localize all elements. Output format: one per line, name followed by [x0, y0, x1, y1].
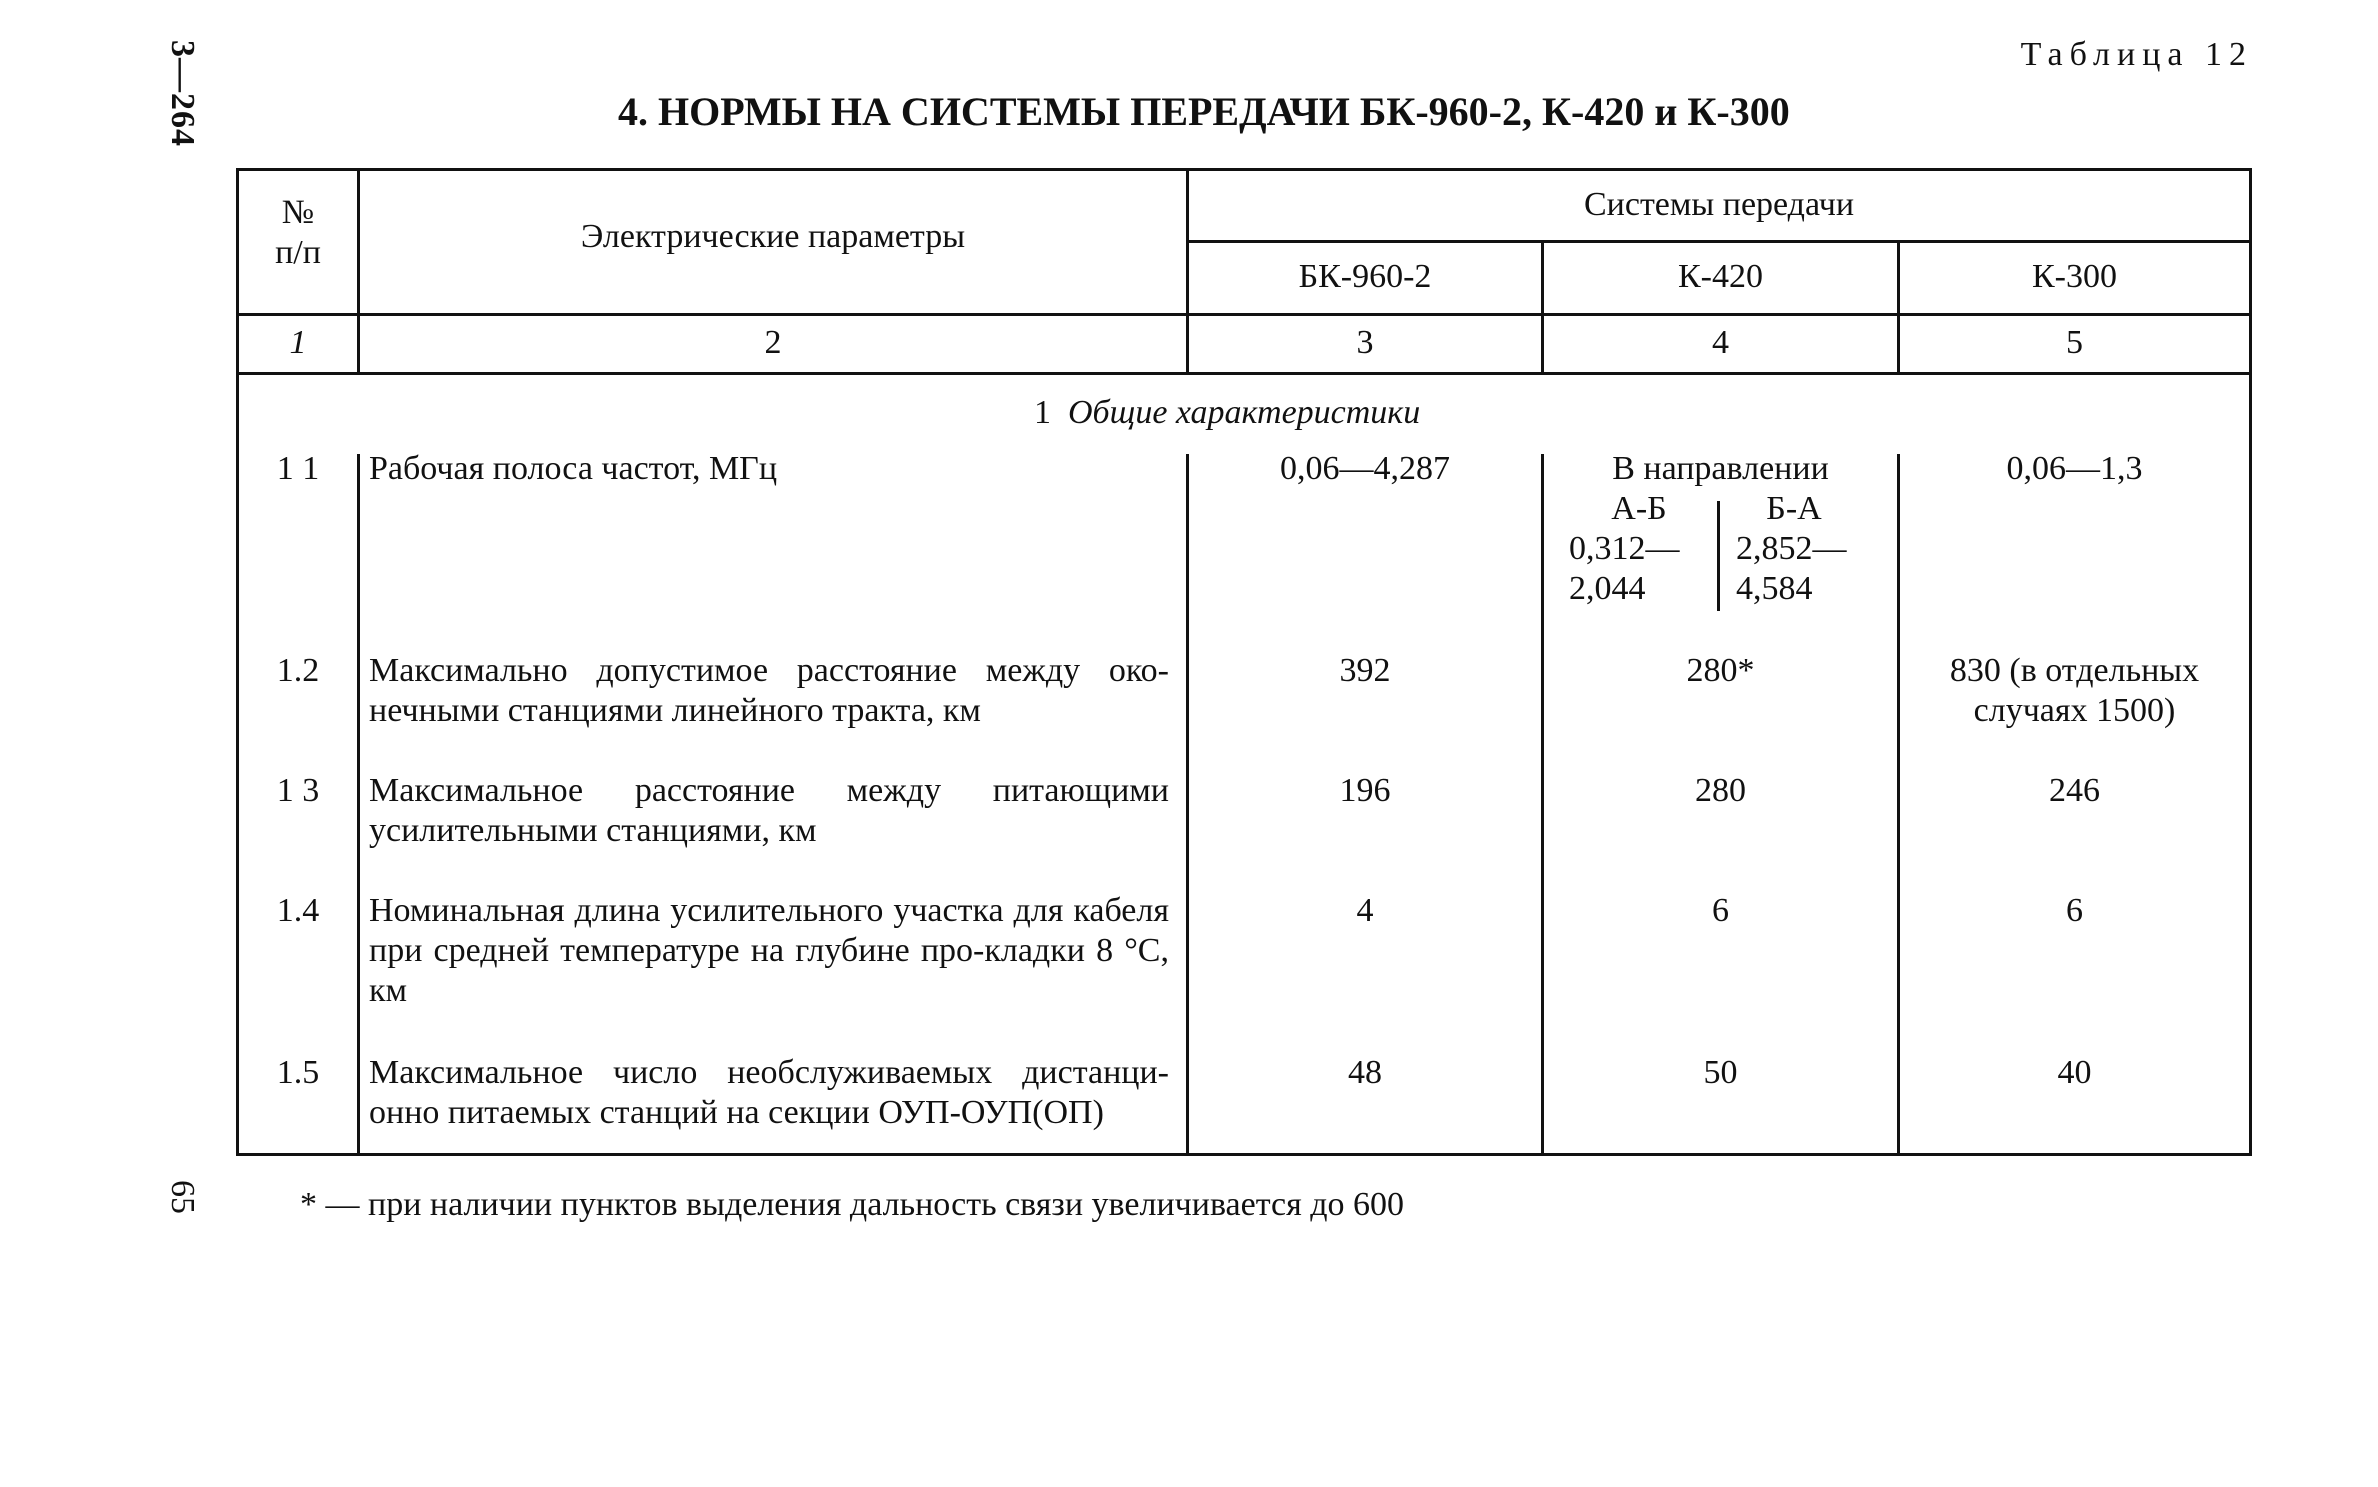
row-3-param: Максимальное расстояние между питающими усилительными станциями, км	[369, 772, 1169, 849]
row-1-k300: 0,06—1,3	[2006, 450, 2143, 487]
col-number-3: 3	[1356, 324, 1374, 361]
row-1-k420-divider	[1717, 501, 1720, 611]
row-2-num: 1.2	[276, 652, 320, 689]
row-4-param: Номинальная длина усилительного участка для кабеля при средней температуре на глубине про-кладки 8 °С, км	[369, 892, 1169, 1009]
col-number-1: 1	[289, 324, 307, 361]
row-5-k420: 50	[1703, 1054, 1738, 1091]
row-1-k420-heading: В направлении	[1612, 450, 1829, 487]
document-code: 3—264	[164, 40, 201, 147]
row-3-num: 1 3	[276, 772, 320, 809]
footnote: * — при наличии пунктов выделения дальность связи увеличивается до 600	[300, 1186, 1405, 1223]
header-systems: Системы передачи	[1583, 186, 1855, 223]
row-3-bk960: 196	[1339, 772, 1391, 809]
table-label: Таблица 12	[2020, 36, 2253, 73]
row-2-k420: 280*	[1686, 652, 1755, 689]
row-1-param: Рабочая полоса частот, МГц	[369, 450, 778, 487]
row-5-bk960: 48	[1348, 1054, 1382, 1091]
section-number: 1	[1034, 394, 1051, 431]
row-3-k300: 246	[2049, 772, 2100, 809]
row-1-bk960: 0,06—4,287	[1280, 450, 1450, 487]
row-1-k420-ba-value: 2,852— 4,584	[1736, 530, 1847, 607]
row-2-param: Максимально допустимое расстояние между око-нечными станциями линейного тракта, км	[369, 652, 1169, 729]
row-4-num: 1.4	[276, 892, 320, 929]
header-num: № п/п	[275, 194, 321, 271]
row-4-bk960: 4	[1356, 892, 1374, 929]
row-5-k300: 40	[2057, 1054, 2092, 1091]
row-5-num: 1.5	[276, 1054, 320, 1091]
row-5-param: Максимальное число необслуживаемых дистанци-онно питаемых станций на секции ОУП-ОУП(ОП)	[369, 1054, 1169, 1131]
row-4-k300: 6	[2066, 892, 2083, 929]
header-sys-k420: К-420	[1678, 258, 1763, 295]
norms-table	[236, 168, 2252, 1156]
col-number-2: 2	[764, 324, 782, 361]
row-2-bk960: 392	[1339, 652, 1391, 689]
header-sys-bk960: БК-960-2	[1298, 258, 1432, 295]
header-param: Электрические параметры	[580, 218, 966, 255]
row-1-k420-ba-label: Б-А	[1766, 490, 1822, 527]
col-number-4: 4	[1712, 324, 1729, 361]
section-name: Общие характеристики	[1068, 394, 1421, 431]
row-4-k420: 6	[1712, 892, 1729, 929]
row-3-k420: 280	[1695, 772, 1746, 809]
section-title	[1034, 393, 1420, 433]
col-number-5: 5	[2066, 324, 2083, 361]
row-1-k420-ab-value: 0,312— 2,044	[1569, 530, 1680, 607]
row-2-k300: 830 (в отдельных случаях 1500)	[1949, 652, 2200, 729]
row-1-num: 1 1	[276, 450, 320, 487]
header-sys-k300: К-300	[2032, 258, 2117, 295]
document-title: 4. НОРМЫ НА СИСТЕМЫ ПЕРЕДАЧИ БК-960-2, К-420 и К-300	[618, 89, 1790, 134]
page-number: 65	[164, 1180, 201, 1214]
row-1-k420-ab-label: А-Б	[1611, 490, 1667, 527]
